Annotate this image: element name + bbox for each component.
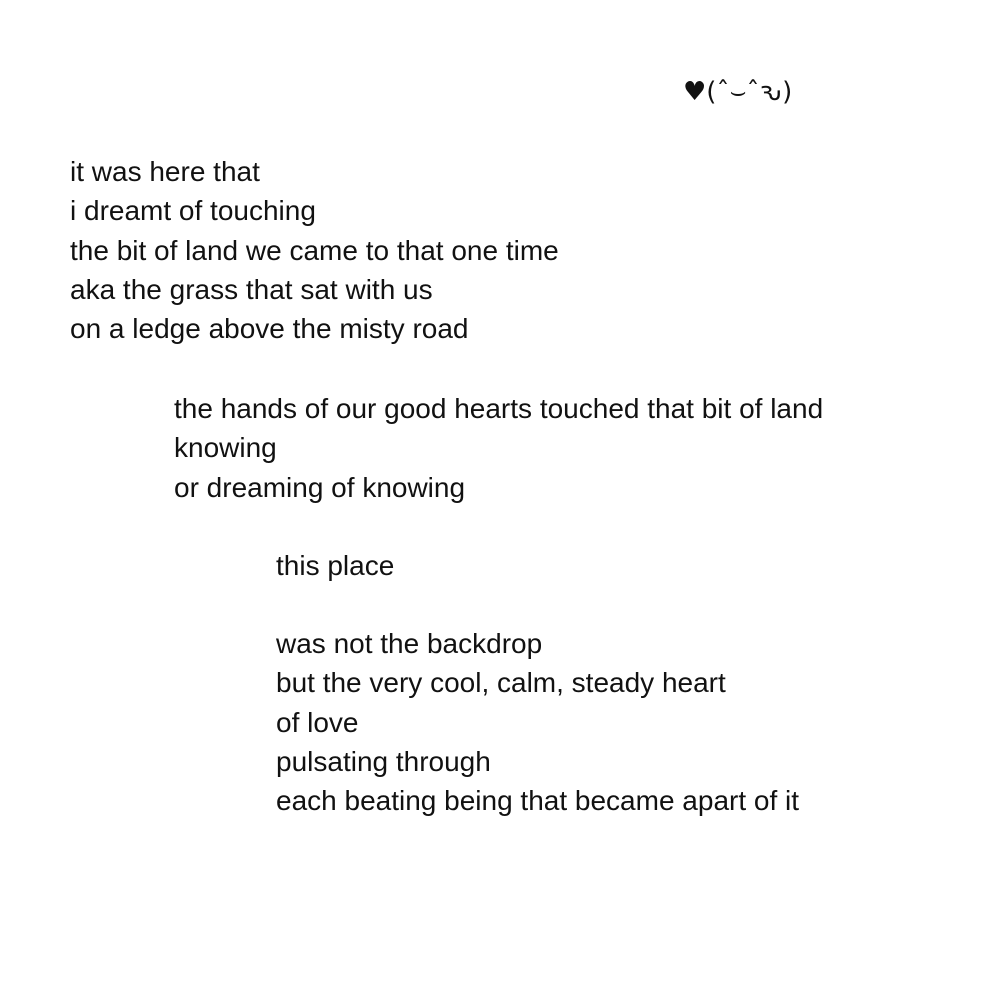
poem-line: of love [276,706,359,738]
poem-line: pulsating through [276,745,491,777]
poem-line: was not the backdrop [276,628,543,659]
poem-line: on a ledge above the misty road [70,313,469,345]
poem-line: but the very cool, calm, steady heart [276,667,726,699]
poem-line: this place [276,550,395,581]
poem-line: or dreaming of knowing [174,471,466,503]
heart-kaomoji: ♥(ˆ⌣ˆԅ) [683,77,793,107]
stanza-4 [276,624,799,820]
stanza-3 [276,546,394,585]
poem-line: the bit of land we came to that one time [70,234,559,266]
poem-line: the hands of our good hearts touched that bit of land [174,393,824,424]
poem-line: knowing [174,432,277,464]
stanza-2 [174,389,823,507]
poem-line: each beating being that became apart of it [276,785,800,817]
poem-line: aka the grass that sat with us [70,273,433,305]
poem-line: it was here that [70,156,260,187]
poem-line: i dreamt of touching [70,195,316,227]
stanza-1 [70,152,559,348]
